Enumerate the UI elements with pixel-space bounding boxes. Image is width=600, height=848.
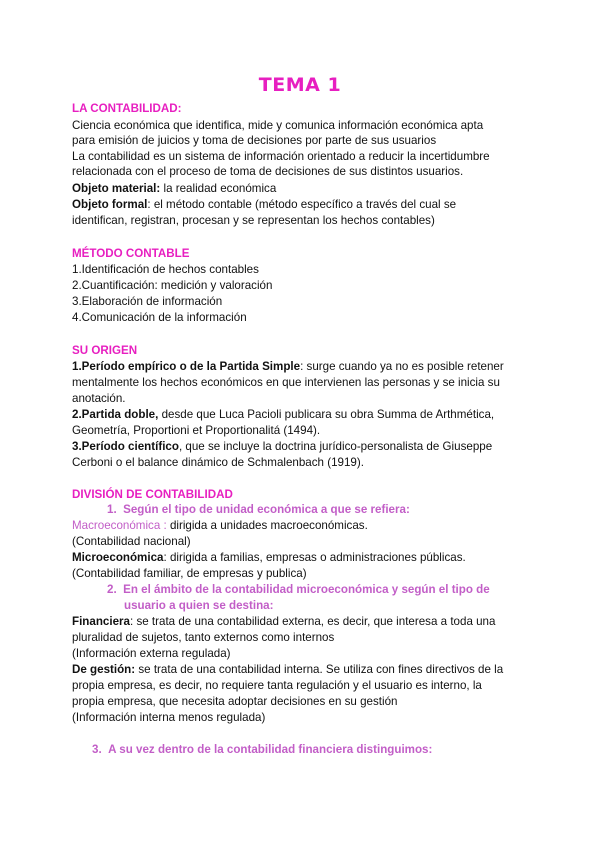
objeto-material-text: la realidad económica bbox=[160, 182, 277, 195]
subsection-number: 1. bbox=[107, 503, 117, 516]
origen-label: 2.Partida doble, bbox=[72, 408, 159, 421]
objeto-formal-text: : el método contable (método específico a través del cual se bbox=[147, 198, 457, 211]
macro-label: Macroeconómica bbox=[72, 519, 161, 532]
page-title: TEMA 1 bbox=[258, 74, 342, 96]
subsection-2-line: usuario a quien se destina: bbox=[124, 599, 274, 612]
financiera-text: : se trata de una contabilidad externa, es decir, que interesa a toda una bbox=[130, 615, 496, 628]
origen-line: mentalmente los hechos económicos en que intervienen las personas y se inicia su bbox=[72, 376, 500, 389]
definition-line: para emisión de juicios y toma de decisiones por parte de sus usuarios bbox=[72, 134, 437, 147]
list-item: 2.Cuantificación: medición y valoración bbox=[72, 279, 273, 292]
origen-line: anotación. bbox=[72, 392, 126, 405]
origen-label: 1.Período empírico o de la Partida Simple bbox=[72, 360, 301, 373]
origen-line: Cerboni o el balance dinámico de Schmalenbach (1919). bbox=[72, 456, 364, 469]
gestion-line bbox=[72, 662, 542, 677]
financiera-line bbox=[72, 614, 542, 629]
list-item: 4.Comunicación de la información bbox=[72, 311, 247, 324]
origen-paragraph bbox=[72, 359, 542, 374]
subsection-text: Según el tipo de unidad económica a que se refiera: bbox=[123, 503, 410, 516]
gestion-label: De gestión: bbox=[72, 663, 136, 676]
section-heading-contabilidad: LA CONTABILIDAD: bbox=[72, 102, 182, 115]
definition-line: Ciencia económica que identifica, mide y comunica información económica apta bbox=[72, 119, 484, 132]
gestion-line: propia empresa, es decir, no requiere tanta regulación y el usuario es interno, la bbox=[72, 679, 482, 692]
objeto-formal-line: identifican, registran, procesan y se representan los hechos contables) bbox=[72, 214, 435, 227]
origen-text: , que se incluye la doctrina jurídico-personalista de Giuseppe bbox=[178, 440, 493, 453]
subsection-2 bbox=[107, 582, 577, 597]
subsection-number: 3. bbox=[92, 743, 102, 756]
micro-label: Microeconómica bbox=[72, 551, 164, 564]
origen-text: desde que Luca Pacioli publicara su obra Summa de Arthmética, bbox=[158, 408, 495, 421]
list-item: 3.Elaboración de información bbox=[72, 295, 223, 308]
definition-line: relacionada con el proceso de toma de decisiones de sus distintos usuarios. bbox=[72, 165, 464, 178]
subsection-text: En el ámbito de la contabilidad microeconómica y según el tipo de bbox=[123, 583, 490, 596]
gestion-line: propia empresa, que necesita adoptar decisiones en su gestión bbox=[72, 695, 398, 708]
objeto-material bbox=[72, 181, 542, 196]
financiera-line: pluralidad de sujetos, tanto externos como internos bbox=[72, 631, 335, 644]
financiera-note: (Información externa regulada) bbox=[72, 647, 231, 660]
origen-paragraph bbox=[72, 439, 542, 454]
micro-text: : dirigida a familias, empresas o administraciones públicas. bbox=[163, 551, 466, 564]
objeto-material-label: Objeto material: bbox=[72, 182, 161, 195]
origen-line: Geometría, Proportioni et Proportionalitá (1494). bbox=[72, 424, 321, 437]
subsection-3 bbox=[92, 742, 562, 757]
origen-paragraph bbox=[72, 407, 542, 422]
financiera-label: Financiera bbox=[72, 615, 130, 628]
section-heading-metodo: MÉTODO CONTABLE bbox=[72, 247, 190, 260]
objeto-formal-label: Objeto formal bbox=[72, 198, 148, 211]
list-item: 1.Identificación de hechos contables bbox=[72, 263, 259, 276]
subsection-text: A su vez dentro de la contabilidad financiera distinguimos: bbox=[108, 743, 433, 756]
subsection-1 bbox=[107, 502, 577, 517]
gestion-text: se trata de una contabilidad interna. Se utiliza con fines directivos de la bbox=[135, 663, 504, 676]
definition-line: La contabilidad es un sistema de información orientado a reducir la incertidumbre bbox=[72, 150, 490, 163]
micro-note: (Contabilidad familiar, de empresas y publica) bbox=[72, 567, 307, 580]
gestion-note: (Información interna menos regulada) bbox=[72, 711, 266, 724]
objeto-formal bbox=[72, 197, 542, 212]
section-heading-division: DIVISIÓN DE CONTABILIDAD bbox=[72, 488, 233, 501]
macro-line bbox=[72, 518, 542, 533]
macro-text: dirigida a unidades macroeconómicas. bbox=[169, 519, 368, 532]
origen-label: 3.Período científico bbox=[72, 440, 179, 453]
macro-separator: : bbox=[160, 519, 170, 532]
macro-note: (Contabilidad nacional) bbox=[72, 535, 191, 548]
section-heading-origen: SU ORIGEN bbox=[72, 344, 138, 357]
micro-line bbox=[72, 550, 542, 565]
subsection-number: 2. bbox=[107, 583, 117, 596]
origen-text: : surge cuando ya no es posible retener bbox=[300, 360, 504, 373]
